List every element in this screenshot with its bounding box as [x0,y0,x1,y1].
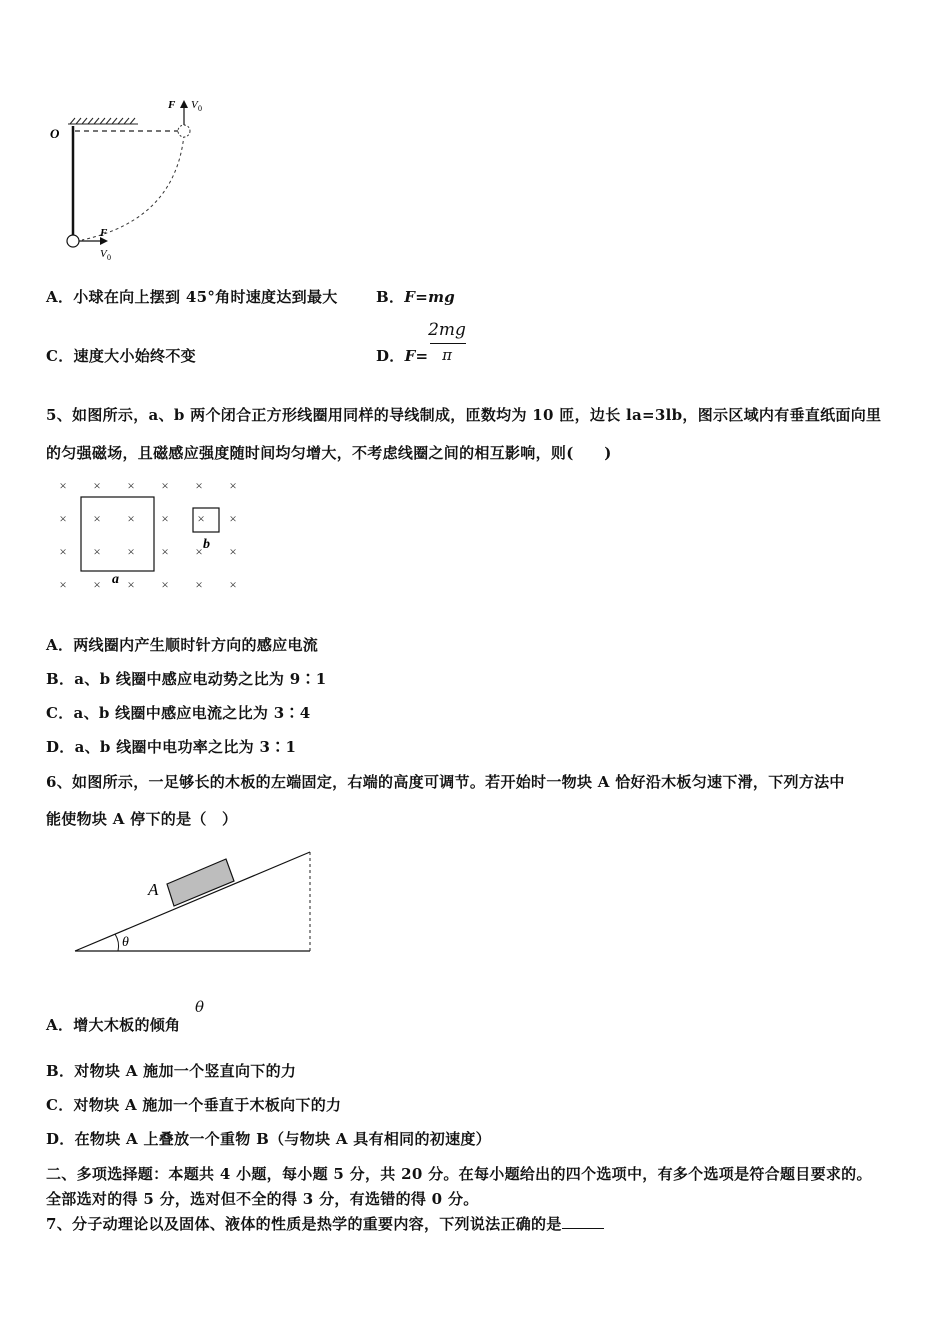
option-letter: A． [46,288,74,306]
field-cross: × [59,478,67,493]
field-cross: × [127,577,135,592]
option-letter: D． [46,1130,75,1148]
coil-a [81,497,154,571]
label-V0-bottom-sub: 0 [107,253,111,262]
label-A: A [148,880,159,899]
label-V0-bottom: V [100,248,107,260]
label-theta: θ [122,935,129,950]
ball-bottom [67,235,79,247]
block-a [167,859,234,906]
pendulum-figure [40,90,230,265]
q7-stem [46,1213,604,1234]
option-prefix: F= [404,347,429,365]
field-cross: × [195,544,203,559]
option-letter: C． [46,704,74,722]
field-cross: × [161,577,169,592]
magnetic-field-figure [50,475,250,595]
q5-option-b [46,668,327,689]
q6-stem-line2: 能使物块 A 停下的是（ ） [46,810,238,828]
option-text: a、b 线圈中电功率之比为 3∶1 [74,738,297,756]
field-cross: × [59,577,67,592]
label-a: a [112,572,119,587]
q4-option-b [376,286,455,307]
option-letter: B． [376,288,405,306]
field-cross: × [229,511,237,526]
q5-option-a [46,634,318,655]
angle-arc [115,934,119,951]
field-cross: × [195,478,203,493]
option-text: 对物块 A 施加一个垂直于木板向下的力 [73,1096,342,1114]
option-text: F=mg [404,288,456,306]
q6-stem-line1: 6、如图所示，一足够长的木板的左端固定，右端的高度可调节。若开始时一物块 A 恰好沿木板匀速下滑，下列方法中 [46,773,845,791]
option-text: 增大木板的倾角 [73,1016,181,1034]
ceiling-hatch [68,118,138,124]
option-text: 速度大小始终不变 [73,347,196,365]
field-cross: × [93,544,101,559]
option-text: a、b 线圈中感应电流之比为 3∶4 [73,704,311,722]
answer-blank [562,1214,604,1229]
field-cross: × [93,478,101,493]
option-text: 两线圈内产生顺时针方向的感应电流 [73,636,319,654]
q5-option-c [46,702,310,723]
option-letter: D． [376,347,405,365]
q5-stem-line1: 5、如图所示，a、b 两个闭合正方形线圈用同样的导线制成，匝数均为 10 匝，边长 la=3lb，图示区域内有垂直纸面向里 [46,406,882,424]
option-letter: A． [46,636,74,654]
q6-option-c [46,1094,341,1115]
option-letter: C． [46,1096,74,1114]
field-cross: × [229,577,237,592]
option-text: 小球在向上摆到 45°角时速度达到最大 [73,288,338,306]
ball-top [178,125,190,137]
q4-option-c [46,345,196,366]
section2-heading-line1: 二、多项选择题：本题共 4 小题，每小题 5 分，共 20 分。在每小题给出的四个选项中，有多个选项是符合题目要求的。 [46,1165,872,1183]
field-cross: × [127,511,135,526]
q5-stem-line2: 的匀强磁场，且磁感应强度随时间均匀增大，不考虑线圈之间的相互影响，则( ) [46,444,612,462]
label-O: O [50,126,60,141]
label-F-top: F [168,99,176,111]
q4-option-a [46,286,338,307]
option-letter: D． [46,738,75,756]
label-V0-top-sub: 0 [198,104,202,113]
fraction-bar [430,343,466,344]
label-V0-top: V [191,99,198,111]
q5-option-d [46,736,296,757]
option-letter: A． [46,1016,74,1034]
field-cross: × [127,478,135,493]
field-cross: × [197,511,205,526]
field-cross: × [161,544,169,559]
field-cross: × [93,511,101,526]
field-cross: × [161,511,169,526]
incline-figure [70,845,320,957]
q6-option-b [46,1060,296,1081]
option-text: a、b 线圈中感应电动势之比为 9∶1 [74,670,327,688]
theta-symbol: θ [195,998,205,1016]
field-cross: × [59,511,67,526]
q4-option-d [376,345,428,366]
q6-option-a [46,1014,180,1035]
field-cross: × [93,577,101,592]
fraction-denominator: π [442,346,452,364]
field-cross: × [161,478,169,493]
q7-stem-text: 7、分子动理论以及固体、液体的性质是热学的重要内容，下列说法正确的是 [46,1215,562,1233]
incline-board [75,852,310,951]
label-F-bottom: F [100,227,108,239]
label-b: b [203,537,210,552]
field-cross: × [195,577,203,592]
option-letter: C． [46,347,74,365]
fraction-numerator: 2mg [428,320,466,340]
field-cross: × [127,544,135,559]
field-cross: × [229,478,237,493]
option-letter: B． [46,670,75,688]
field-cross: × [229,544,237,559]
field-cross: × [59,544,67,559]
option-letter: B． [46,1062,75,1080]
option-text: 在物块 A 上叠放一个重物 B（与物块 A 具有相同的初速度） [74,1130,491,1148]
force-arrow-top [180,100,188,125]
section2-heading-line2: 全部选对的得 5 分，选对但不全的得 3 分，有选错的得 0 分。 [46,1190,479,1208]
q6-option-d [46,1128,491,1149]
option-text: 对物块 A 施加一个竖直向下的力 [74,1062,297,1080]
arc-path [82,135,184,240]
